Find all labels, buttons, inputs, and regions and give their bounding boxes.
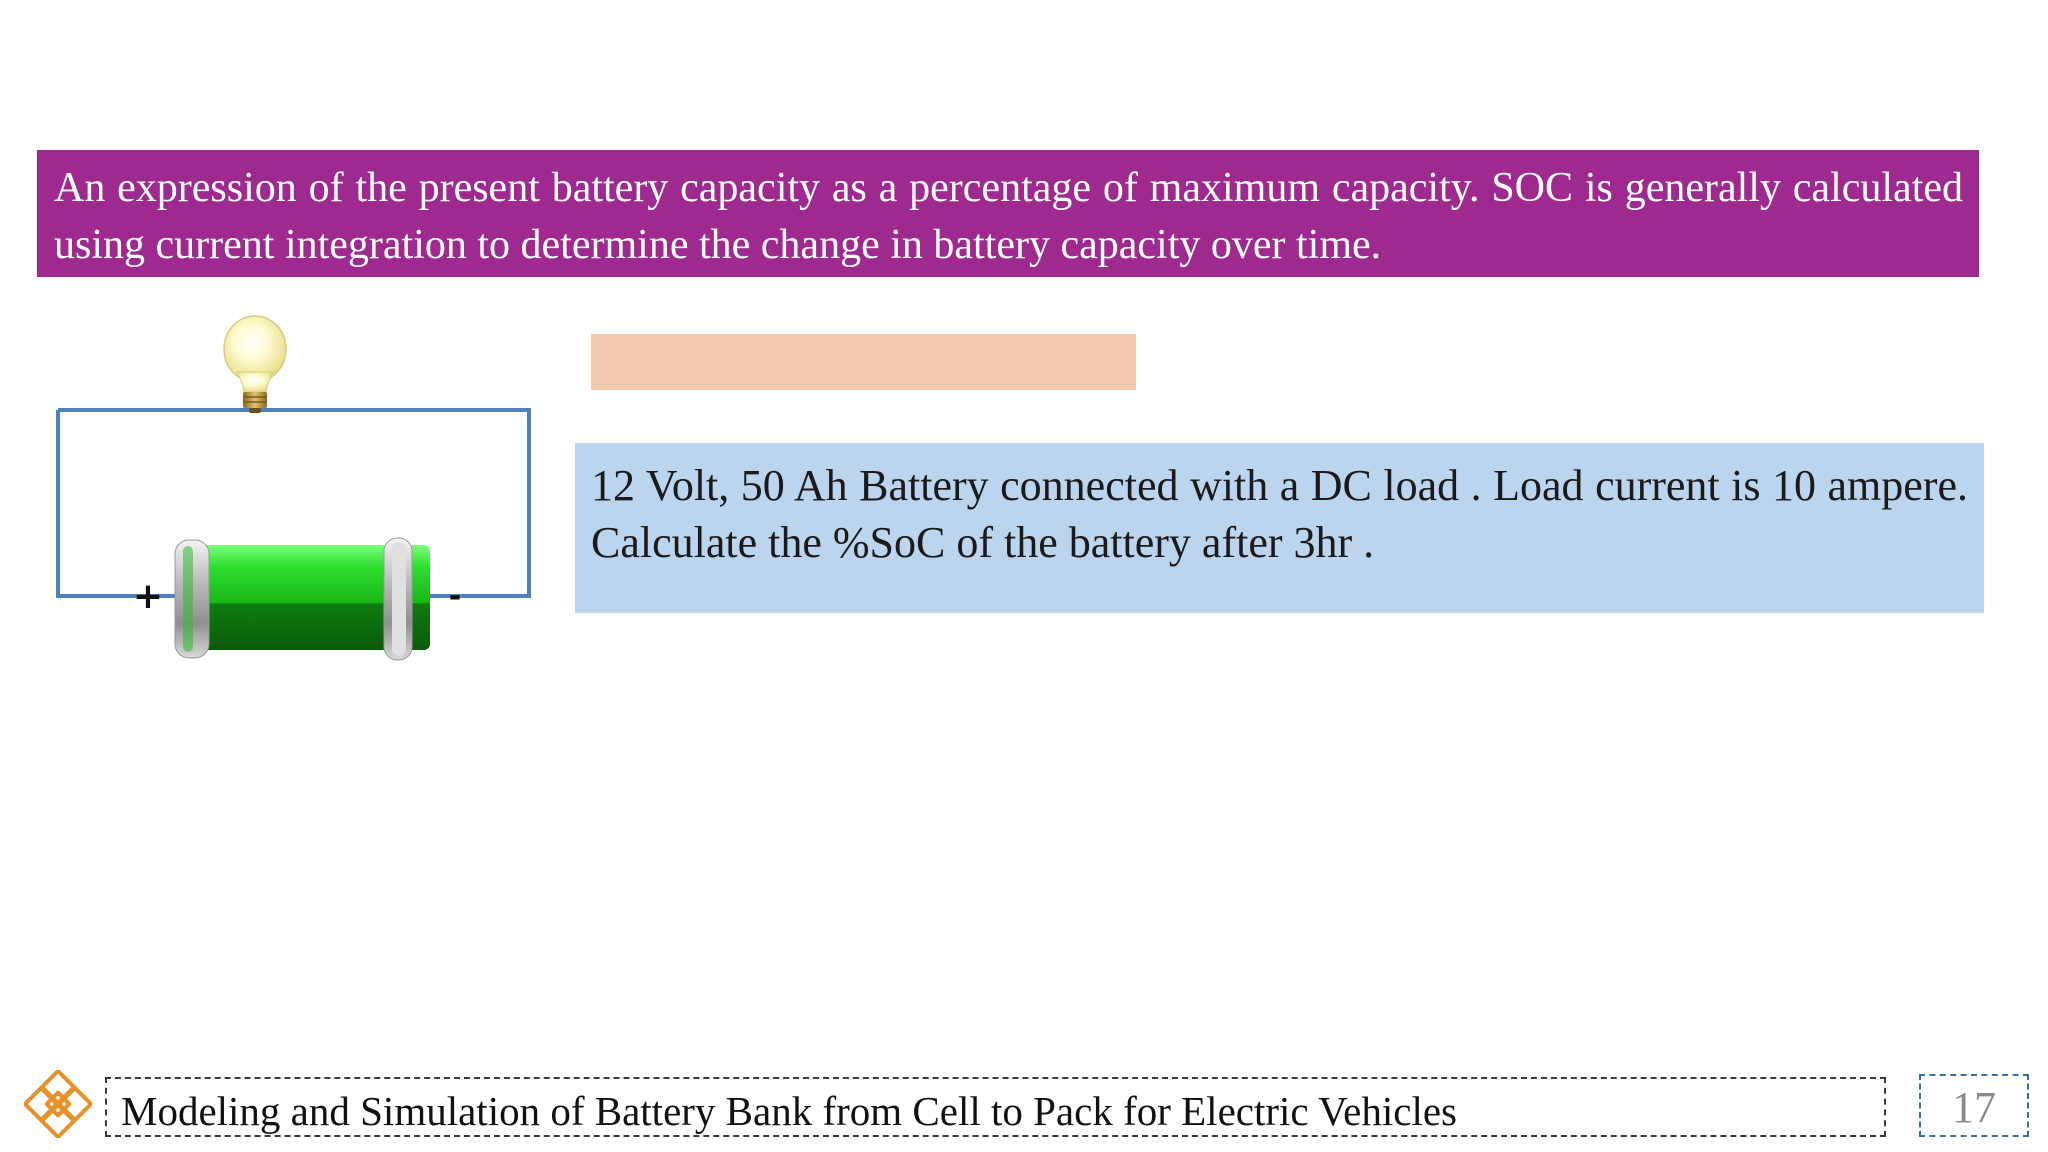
definition-text: An expression of the present battery capacity as a percentage of maximum capacity. SOC is generally calculated using current integration to determine the change in battery capacity over time. [54,165,1963,268]
positive-terminal-label: + [132,576,164,617]
page-number: 17 [1952,1082,1996,1132]
knot-logo-icon [24,1070,92,1138]
negative-terminal-label: - [448,579,462,614]
circuit-diagram [40,300,560,680]
problem-text: 12 Volt, 50 Ah Battery connected with a DC load . Load current is 10 ampere. Calculate the %SoC of the battery after 3hr . [591,461,1968,567]
blank-highlight-box [591,334,1136,390]
battery-icon [175,538,430,660]
problem-box [575,443,1984,613]
circuit-svg [40,300,560,680]
footer-title-box [105,1077,1886,1137]
light-bulb-icon [224,316,286,413]
definition-box [37,150,1979,277]
footer-title: Modeling and Simulation of Battery Bank from Cell to Pack for Electric Vehicles [121,1087,1458,1134]
page-number-box [1919,1074,2029,1137]
